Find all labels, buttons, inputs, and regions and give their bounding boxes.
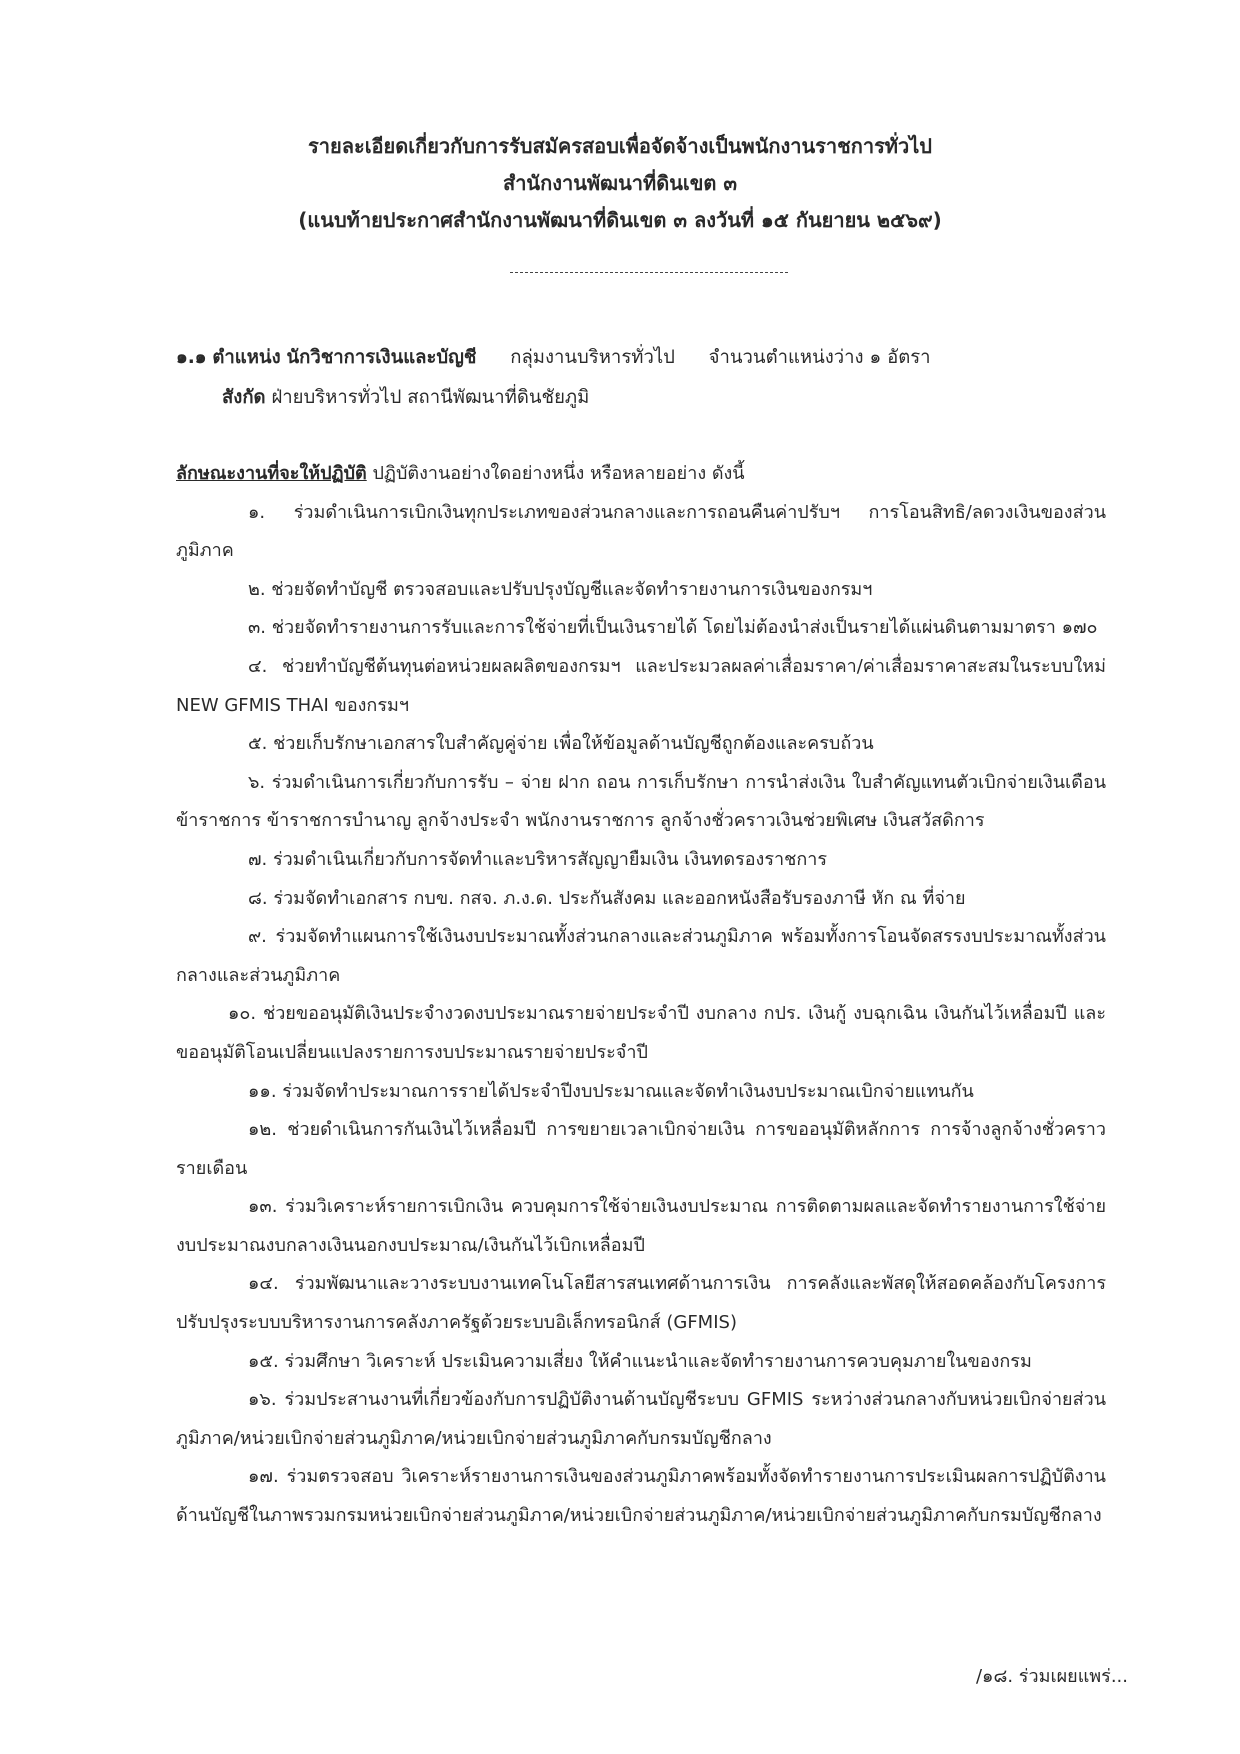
duties-heading-line (176, 455, 1106, 494)
position-label: ตำแหน่ง (212, 347, 281, 368)
header-divider (510, 272, 788, 273)
duty-item-2: ๒. ช่วยจัดทำบัญชี ตรวจสอบและปรับปรุงบัญชีและจัดทำรายงานการเงินของกรมฯ (248, 578, 873, 600)
header-title: รายละเอียดเกี่ยวกับการรับสมัครสอบเพื่อจัดจ้างเป็นพนักงานราชการทั่วไป (308, 134, 932, 158)
position-line (176, 338, 931, 378)
header-office: สำนักงานพัฒนาที่ดินเขต ๓ (502, 171, 737, 195)
position-vacancy: จำนวนตำแหน่งว่าง ๑ อัตรา (708, 347, 931, 368)
duty-item-8: ๘. ร่วมจัดทำเอกสาร กบข. กสจ. ภ.ง.ด. ประกันสังคม และออกหนังสือรับรองภาษี หัก ณ ที่จ่าย (248, 887, 966, 909)
duty-item-15: ๑๕. ร่วมศึกษา วิเคราะห์ ประเมินความเสี่ยง ให้คำแนะนำและจัดทำรายงานการควบคุมภายในของกรม (248, 1350, 1032, 1372)
duty-item-16: ๑๖. ร่วมประสานงานที่เกี่ยวข้องกับการปฏิบัติงานด้านบัญชีระบบ GFMIS ระหว่างส่วนกลางกับหน่วยเบิกจ่ายส่วนภูมิภาค/หน่วยเบิกจ่ายส่วนภูมิภาค/หน่วยเบิกจ่ายส่วนภูมิภาคกับกรมบัญชีกลาง (176, 1389, 1106, 1449)
document-header (0, 128, 1240, 239)
duty-item-13: ๑๓. ร่วมวิเคราะห์รายการเบิกเงิน ควบคุมการใช้จ่ายเงินงบประมาณ การติดตามผลและจัดทำรายงานการใช้จ่ายงบประมาณงบกลางเงินนอกงบประมาณ/เงินกันไว้เบิกเหลื่อมปี (176, 1196, 1106, 1256)
duties-intro: ปฏิบัติงานอย่างใดอย่างหนึ่ง หรือหลายอย่าง ดังนี้ (372, 463, 745, 484)
header-reference: (แนบท้ายประกาศสำนักงานพัฒนาที่ดินเขต ๓ ลงวันที่ ๑๕ กันยายน ๒๕๖๙) (298, 208, 942, 232)
duty-item-9: ๙. ร่วมจัดทำแผนการใช้เงินงบประมาณทั้งส่วนกลางและส่วนภูมิภาค พร้อมทั้งการโอนจัดสรรงบประมาณทั้งส่วนกลางและส่วนภูมิภาค (176, 926, 1106, 986)
duty-item-3: ๓. ช่วยจัดทำรายงานการรับและการใช้จ่ายที่เป็นเงินรายได้ โดยไม่ต้องนำส่งเป็นรายได้แผ่นดินตามมาตรา ๑๗๐ (248, 617, 1098, 639)
duty-item-7: ๗. ร่วมดำเนินเกี่ยวกับการจัดทำและบริหารสัญญายืมเงิน เงินทดรองราชการ (248, 848, 828, 870)
position-group: กลุ่มงานบริหารทั่วไป (510, 347, 675, 368)
duty-item-1: ๑. ร่วมดำเนินการเบิกเงินทุกประเภทของส่วนกลางและการถอนคืนค่าปรับฯ การโอนสิทธิ/ลดวงเงินของส่วนภูมิภาค (176, 501, 1106, 562)
duty-item-17: ๑๗. ร่วมตรวจสอบ วิเคราะห์รายงานการเงินของส่วนภูมิภาคพร้อมทั้งจัดทำรายงานการประเมินผลการปฏิบัติงานด้านบัญชีในภาพรวมกรมหน่วยเบิกจ่ายส่วนภูมิภาค/หน่วยเบิกจ่ายส่วนภูมิภาค/หน่วยเบิกจ่ายส่วนภูมิภาคกับกรมบัญชีกลาง (176, 1466, 1106, 1527)
affiliation-line (176, 378, 931, 418)
continuation-note: /๑๘. ร่วมเผยแพร่... (975, 1666, 1128, 1687)
affiliation-value: ฝ่ายบริหารทั่วไป สถานีพัฒนาที่ดินชัยภูมิ (271, 387, 590, 408)
position-number: ๑.๑ (176, 347, 207, 368)
position-block (176, 338, 931, 418)
duty-item-5: ๕. ช่วยเก็บรักษาเอกสารใบสำคัญคู่จ่าย เพื่อให้ข้อมูลด้านบัญชีถูกต้องและครบถ้วน (248, 733, 874, 755)
duties-heading: ลักษณะงานที่จะให้ปฏิบัติ (176, 463, 367, 484)
duty-item-10: ๑๐. ช่วยขออนุมัติเงินประจำงวดงบประมาณรายจ่ายประจำปี งบกลาง กปร. เงินกู้ งบฉุกเฉิน เงินกันไว้เหลื่อมปี และขออนุมัติโอนเปลี่ยนแปลงรายการงบประมาณรายจ่ายประจำปี (176, 1003, 1106, 1063)
duty-item-12: ๑๒. ช่วยดำเนินการกันเงินไว้เหลื่อมปี การขยายเวลาเบิกจ่ายเงิน การขออนุมัติหลักการ การจ้างลูกจ้างชั่วคราวรายเดือน (176, 1119, 1106, 1179)
duty-item-6: ๖. ร่วมดำเนินการเกี่ยวกับการรับ – จ่าย ฝาก ถอน การเก็บรักษา การนำส่งเงิน ใบสำคัญแทนตัวเบิกจ่ายเงินเดือนข้าราชการ ข้าราชการบำนาญ ลูกจ้างประจำ พนักงานราชการ ลูกจ้างชั่วคราวเงินช่วยพิเศษ เงินสวัสดิการ (176, 771, 1106, 832)
duty-item-4: ๔. ช่วยทำบัญชีต้นทุนต่อหน่วยผลผลิตของกรมฯ และประมวลผลค่าเสื่อมราคา/ค่าเสื่อมราคาสะสมในระบบใหม่ NEW GFMIS THAI ของกรมฯ (176, 655, 1106, 716)
duties-section (176, 455, 1106, 1536)
position-title: นักวิชาการเงินและบัญชี (286, 347, 477, 368)
affiliation-label: สังกัด (222, 387, 266, 408)
duty-item-14: ๑๔. ร่วมพัฒนาและวางระบบงานเทคโนโลยีสารสนเทศด้านการเงิน การคลังและพัสดุให้สอดคล้องกับโครงการปรับปรุงระบบบริหารงานการคลังภาครัฐด้วยระบบอิเล็กทรอนิกส์ (GFMIS) (176, 1273, 1106, 1334)
duty-item-11: ๑๑. ร่วมจัดทำประมาณการรายได้ประจำปีงบประมาณและจัดทำเงินงบประมาณเบิกจ่ายแทนกัน (248, 1080, 974, 1102)
